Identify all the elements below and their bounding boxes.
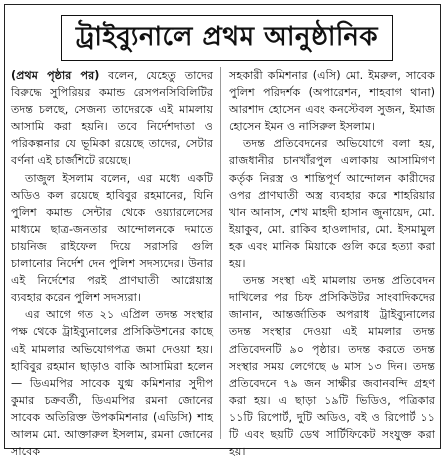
article-paragraph: [11, 67, 213, 170]
newspaper-clipping: [4, 4, 441, 459]
article-paragraph: সহকারী কমিশনার (এসি) মো. ইমরুল, সাবেক পুলিশ পরিদর্শক (অপারেশন, শাহবাগ থানা) আরশাদ হোসেন এবং কনস্টেবল সুজন, ইমাজ হোসেন ইমন ও নাসিরুল ইসলাম।: [229, 69, 435, 134]
right-column: [229, 67, 435, 459]
left-column: [11, 67, 213, 459]
article-paragraph: এর আগে গত ২১ এপ্রিল তদন্ত সংস্থার পক্ষ থেকে ট্রাইব্যুনালের প্রসিকিউশনের কাছে এই মামলার অভিযোগপত্র জমা দেওয়া হয়। হাবিবুর রহমান ছাড়াও বাকি আসামিরা হলেন— ডিএমপির সাবেক যুগ্ম কমিশনার সুদীপ কুমার চক্রবর্তী, ডিএমপির রমনা জোনের সাবেক অতিরিক্ত উপকমিশনার (এডিসি) শাহ আলম মো. আক্তারুল ইসলাম, রমনা জোনের সাবেক: [11, 308, 213, 459]
article-paragraph: তাজুল ইসলাম বলেন, এর মধ্যে একটি অডিও কল রয়েছে হাবিবুর রহমানের, যিনি পুলিশ কমান্ড সেন্টার থেকে ওয়্যারলেসের মাধ্যমে ছাত্র-জনতার আন্দোলনকে দমাতে চায়নিজ রাইফেল দিয়ে সরাসরি গুলি চালানোর নির্দেশ দেন পুলিশ সদস্যদের। উনার এই নির্দেশের পরই প্রাণঘাতী আগ্নেয়াস্ত্র ব্যবহার করেন পুলিশ সদস্যরা।: [11, 171, 213, 305]
headline-box: [61, 15, 393, 61]
paragraph-text: বলেন, যেহেতু তাদের বিরুদ্ধে সুপিরিয়র কমান্ড রেসপনসিবিলিটির তদন্ত চলছে, সেজন্য তাদেরকে এই মামলায় আসামি করা হয়নি। তবে নির্দেশদাতা ও পরিকল্পনার যে ভূমিকা রয়েছে তাদের, সেটার বর্ণনা এই চার্জশিটে রয়েছে।: [11, 69, 213, 168]
continued-from-label: (প্রথম পৃষ্ঠার পর): [11, 69, 100, 82]
headline: ট্রাইব্যুনালে প্রথম আনুষ্ঠানিক: [75, 22, 379, 52]
article-paragraph: তদন্ত প্রতিবেদনের অভিযোগে বলা হয়, রাজধানীর চানখাঁরপুল এলাকায় আসামিগণ কর্তৃক নিরস্ত্র ও শান্তিপূর্ণ আন্দোলন কারীদের ওপর প্রাণঘাতী অস্ত্র ব্যবহার করে শাহরিয়ার খান আনাস, শেখ মাহদী হাসান জুনায়েদ, মো. ইয়াকুব, মো. রাকিব হাওলাদার, মো. ইসমামুল হক এবং মানিক মিয়াকে গুলি করে হত্যা করা হয়।: [229, 137, 435, 271]
column-divider: [220, 67, 221, 439]
article-paragraph: তদন্ত সংস্থা এই মামলায় তদন্ত প্রতিবেদন দাখিলের পর চিফ প্রসিকিউটর সাংবাদিকদের জানান, আন্তর্জাতিক অপরাধ ট্রাইব্যুনালের তদন্ত সংস্থার দেওয়া এই মামলার তদন্ত প্রতিবেদনটি ৯০ পৃষ্ঠার। তদন্ত করতে তদন্ত সংস্থার সময় লেগেছে ৬ মাস ১৩ দিন। তদন্ত প্রতিবেদনে ৭৯ জন সাক্ষীর জবানবন্দি গ্রহণ করা হয়। এ ছাড়া ১৯টি ভিডিও, পত্রিকার ১১টি রিপোর্ট, দুটি অডিও, বই ও রিপোর্ট ১১ টি এবং ছয়টি ডেথ সার্টিফিকেট সংযুক্ত করা হয়।: [229, 274, 435, 459]
